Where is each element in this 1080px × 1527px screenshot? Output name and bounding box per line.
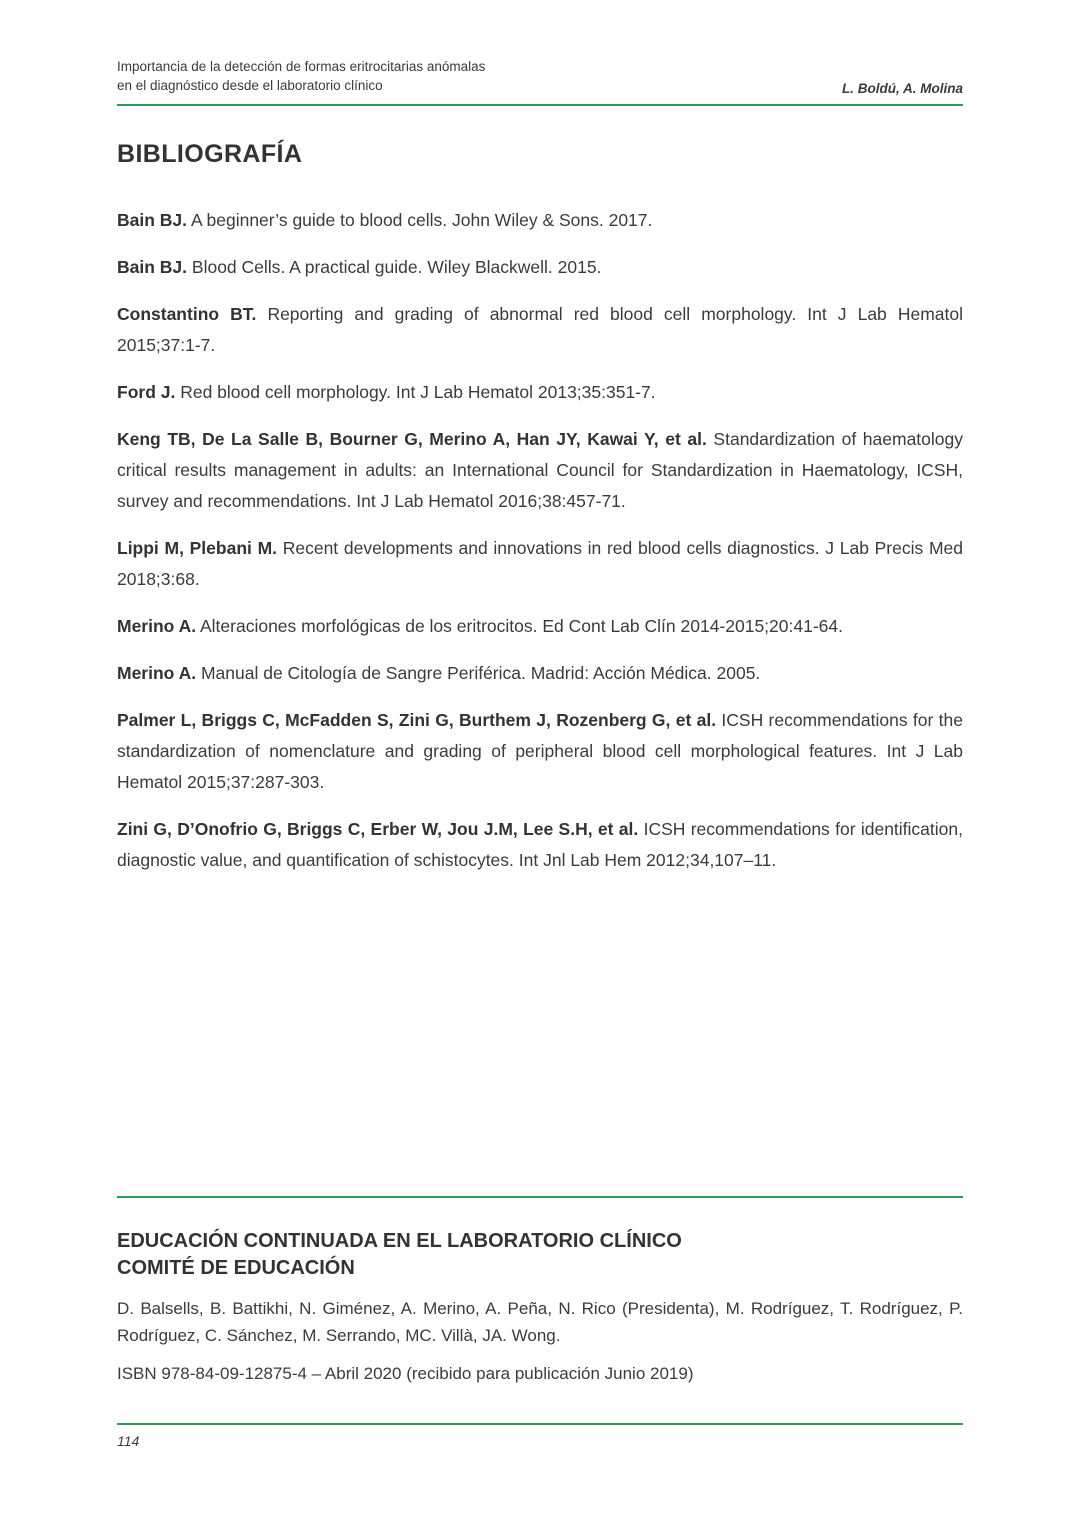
reference-item: [117, 533, 963, 595]
reference-item: [117, 377, 963, 408]
page-footer: [117, 1196, 963, 1449]
reference-text: Alteraciones morfológicas de los eritrocitos. Ed Cont Lab Clín 2014-2015;20:41-64.: [199, 615, 843, 636]
reference-item: [117, 424, 963, 517]
reference-authors: Zini G, D’Onofrio G, Briggs C, Erber W, Jou J.M, Lee S.H, et al.: [117, 818, 639, 839]
reference-authors: Bain BJ.: [117, 209, 188, 230]
reference-authors: Constantino BT.: [117, 303, 257, 324]
page-title: BIBLIOGRAFÍA: [117, 139, 303, 168]
reference-text: A beginner’s guide to blood cells. John Wiley & Sons. 2017.: [190, 209, 653, 230]
reference-authors: Lippi M, Plebani M.: [117, 537, 278, 558]
reference-item: [117, 299, 963, 361]
reference-text: Standardization of haematology critical results management in adults: an International Council for Standardization in Haematology, ICSH, survey and recommendations. Int J Lab Hematol 2016;38:457-71.: [117, 428, 963, 511]
reference-text: Manual de Citología de Sangre Periférica. Madrid: Acción Médica. 2005.: [200, 662, 761, 683]
page-header: [117, 58, 963, 104]
reference-text: Recent developments and innovations in red blood cells diagnostics. J Lab Precis Med 2018;3:68.: [117, 537, 963, 589]
reference-item: [117, 252, 963, 283]
footer-section-title-line2: COMITÉ DE EDUCACIÓN: [117, 1257, 355, 1279]
header-rule: [117, 104, 963, 106]
reference-authors: Bain BJ.: [117, 256, 188, 277]
footer-rule-bottom: [117, 1423, 963, 1425]
footer-rule-top: [117, 1196, 963, 1198]
committee-list: D. Balsells, B. Battikhi, N. Giménez, A. Merino, A. Peña, N. Rico (Presidenta), M. Rodríguez, T. Rodríguez, P. Rodríguez, C. Sánchez, M. Serrando, MC. Villà, JA. Wong.: [117, 1299, 963, 1345]
reference-item: [117, 814, 963, 876]
footer-section-title: [117, 1228, 963, 1282]
reference-authors: Ford J.: [117, 381, 176, 402]
reference-list: [117, 205, 963, 876]
isbn-line: ISBN 978-84-09-12875-4 – Abril 2020 (recibido para publicación Junio 2019): [117, 1364, 694, 1383]
reference-item: [117, 205, 963, 236]
reference-item: [117, 705, 963, 798]
page-number: 114: [117, 1433, 140, 1449]
reference-authors: Palmer L, Briggs C, McFadden S, Zini G, Burthem J, Rozenberg G, et al.: [117, 709, 717, 730]
reference-authors: Merino A.: [117, 615, 197, 636]
reference-authors: Keng TB, De La Salle B, Bourner G, Merino A, Han JY, Kawai Y, et al.: [117, 428, 707, 449]
running-title-line1: Importancia de la detección de formas eritrocitarias anómalas: [117, 59, 486, 74]
reference-text: ICSH recommendations for the standardization of nomenclature and grading of peripheral blood cell morphological features. Int J Lab Hematol 2015;37:287-303.: [117, 709, 963, 792]
reference-item: [117, 611, 963, 642]
reference-text: Red blood cell morphology. Int J Lab Hematol 2013;35:351-7.: [180, 381, 656, 402]
footer-section-title-line1: EDUCACIÓN CONTINUADA EN EL LABORATORIO CLÍNICO: [117, 1230, 682, 1252]
reference-item: [117, 658, 963, 689]
reference-authors: Merino A.: [117, 662, 197, 683]
reference-text: Reporting and grading of abnormal red blood cell morphology. Int J Lab Hematol 2015;37:1-7.: [117, 303, 963, 355]
reference-text: ICSH recommendations for identification, diagnostic value, and quantification of schistocytes. Int Jnl Lab Hem 2012;34,107–11.: [117, 818, 963, 870]
running-title: [117, 58, 485, 96]
reference-text: Blood Cells. A practical guide. Wiley Blackwell. 2015.: [191, 256, 602, 277]
header-authors: L. Boldú, A. Molina: [842, 80, 963, 96]
running-title-line2: en el diagnóstico desde el laboratorio clínico: [117, 77, 383, 93]
